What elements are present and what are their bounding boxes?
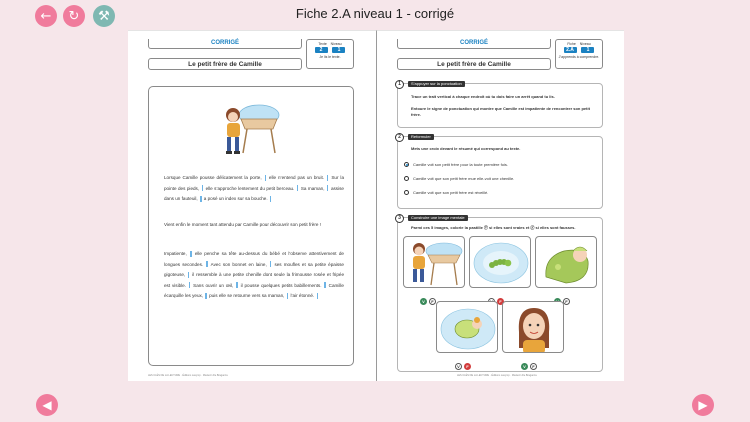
- pause-mark: [200, 196, 202, 202]
- baby-sleeping-bag-image: [536, 237, 597, 288]
- top-toolbar: [0, 0, 750, 30]
- level-caption-right: J’apprends à comprendre.: [558, 55, 600, 59]
- right-page: [376, 30, 624, 381]
- f-badge-4[interactable]: F: [464, 363, 471, 370]
- home-icon: ←: [40, 8, 52, 24]
- story-title: Le petit frère de Camille: [148, 58, 302, 70]
- level-box-right: [555, 39, 603, 69]
- level-caption: Je lis le texte.: [319, 55, 341, 59]
- f-badge-3[interactable]: F: [563, 298, 570, 305]
- section-punctuation: [397, 83, 603, 128]
- pause-mark: [317, 293, 319, 299]
- story-paragraph-3: Impatiente, elle penche sa tête au-dessus du bébé et l’observe attentivement de longues secondes. Avec son bonnet en laine, ses moufles et sa petite épaisse gigoteuse, il ressemble à une petite chenille dont seule la frimousse rosée et fripée est visible. Sans ouvrir un œil, il pousse quelques petits babillements. Camille écarquille les yeux, puis elle se retourne vers sa maman, l’air étonné.: [164, 251, 344, 298]
- option-2-label: Camille voit que son petit frère mue elle-voit une chenille.: [413, 176, 515, 181]
- prev-page-button[interactable]: [36, 394, 58, 416]
- option-1[interactable]: [404, 162, 508, 168]
- section-1-instruction-2: Entoure le signe de ponctuation qui montre que Camille est impatiente de rencontrer son petit frère.: [411, 106, 590, 117]
- pause-mark: [327, 185, 329, 191]
- section-tag: Construire une image mentale: [408, 215, 468, 221]
- fiche-chip-right: 2.A: [564, 47, 577, 53]
- f-badge-2[interactable]: F: [497, 298, 504, 305]
- vf-toggle-5[interactable]: [521, 355, 543, 369]
- section-number: 1: [395, 80, 404, 89]
- option-1-radio[interactable]: [404, 162, 409, 167]
- tools-icon: ⚒: [98, 8, 110, 24]
- level-head-fiche: Texte: [318, 42, 327, 46]
- next-page-button[interactable]: [692, 394, 714, 416]
- pause-mark: [297, 185, 299, 191]
- level-box: [306, 39, 354, 69]
- vf-toggle-3[interactable]: [554, 290, 576, 304]
- undo-icon: ↻: [68, 8, 80, 24]
- option-3[interactable]: [404, 190, 488, 196]
- pause-mark: [190, 251, 192, 257]
- pause-mark: [324, 282, 326, 288]
- pause-mark: [236, 282, 238, 288]
- vf-toggle-4[interactable]: [455, 355, 477, 369]
- v-badge-1[interactable]: V: [420, 298, 427, 305]
- section-tag: Reformuler: [408, 134, 434, 140]
- baby-cradle-top-image: [437, 302, 498, 353]
- vf-toggle-2[interactable]: [488, 290, 510, 304]
- corrige-banner: CORRIGÉ: [148, 39, 302, 49]
- pause-mark: [188, 272, 190, 278]
- pause-mark: [287, 293, 289, 299]
- section-tag: S’appuyer sur la ponctuation: [408, 81, 465, 87]
- pause-mark: [270, 196, 272, 202]
- section-2-instruction: Mets une croix devant le résumé qui correspond au texte.: [411, 146, 521, 151]
- pause-mark: [189, 282, 191, 288]
- page-title: Fiche 2.A niveau 1 - corrigé: [295, 6, 455, 21]
- section-1-instruction-1: Trace un trait vertical à chaque endroit où tu dois faire un arrêt quand tu lis.: [411, 94, 555, 99]
- level-head-niveau: Niveau: [330, 42, 342, 46]
- story-paragraph-2: Vient enfin le moment tant attendu par Camille pour découvrir son petit frère !: [164, 222, 321, 227]
- option-1-label: Camille voit son petit frère pour la toute première fois.: [413, 162, 508, 167]
- camille-cradle-illustration: [221, 101, 283, 159]
- v-badge-4[interactable]: V: [455, 363, 462, 370]
- story-box: [148, 86, 354, 366]
- section-3-instruction: Parmi ces 5 images, colorie la pastille Ⓥ si elles sont vraies et Ⓕ si elles sont fausses.: [411, 225, 576, 230]
- story-paragraph-1: Lorsque Camille pousse délicatement la porte, elle n’entend pas un bruit. Sur la pointe des pieds, elle s’approche lentement du petit berceau. Sa maman, assise dans un fauteuil, a posé un index sur sa bouche.: [164, 175, 344, 201]
- left-page: [128, 30, 376, 381]
- left-footer: LES CLÉS DE LA LECTURE · Éditions Lasymp · Médecin De Braganza: [148, 374, 228, 377]
- option-2[interactable]: [404, 176, 514, 182]
- section-number: 3: [395, 214, 404, 223]
- pause-mark: [206, 261, 208, 267]
- section-reformulate: [397, 136, 603, 209]
- right-footer: LES CLÉS DE LA LECTURE · Éditions Lasymp · Médecin De Braganza: [457, 374, 537, 377]
- option-3-label: Camille voit que son petit frère est réveillé.: [413, 190, 489, 195]
- story-title-right: Le petit frère de Camille: [397, 58, 551, 70]
- pause-mark: [327, 175, 329, 181]
- arrow-right-icon: ▶: [698, 398, 708, 412]
- niveau-chip-right: 1: [581, 47, 594, 53]
- image-card-3: [535, 236, 597, 288]
- option-3-radio[interactable]: [404, 190, 409, 195]
- vf-toggle-1[interactable]: [420, 290, 442, 304]
- section-mental-image: [397, 217, 603, 372]
- image-card-2: [469, 236, 531, 288]
- fiche-chip: 2: [315, 47, 328, 53]
- pause-mark: [205, 293, 207, 299]
- pause-mark: [270, 261, 272, 267]
- f-badge-1[interactable]: F: [429, 298, 436, 305]
- pause-mark: [265, 175, 267, 181]
- pause-mark: [202, 185, 204, 191]
- level-head-niveau-right: Niveau: [579, 42, 591, 46]
- caterpillar-blanket-image: [470, 237, 531, 288]
- girl-portrait-image: [503, 302, 564, 353]
- image-card-4: [436, 301, 498, 353]
- level-head-fiche-right: Fiche: [567, 42, 576, 46]
- v-badge-5[interactable]: V: [521, 363, 528, 370]
- f-badge-5[interactable]: F: [530, 363, 537, 370]
- option-2-radio[interactable]: [404, 176, 409, 181]
- niveau-chip: 1: [332, 47, 345, 53]
- arrow-left-icon: ◀: [42, 398, 52, 412]
- image-card-5: [502, 301, 564, 353]
- girl-cradle-image: [404, 237, 465, 288]
- section-number: 2: [395, 133, 404, 142]
- corrige-banner-right: CORRIGÉ: [397, 39, 551, 49]
- image-card-1: [403, 236, 465, 288]
